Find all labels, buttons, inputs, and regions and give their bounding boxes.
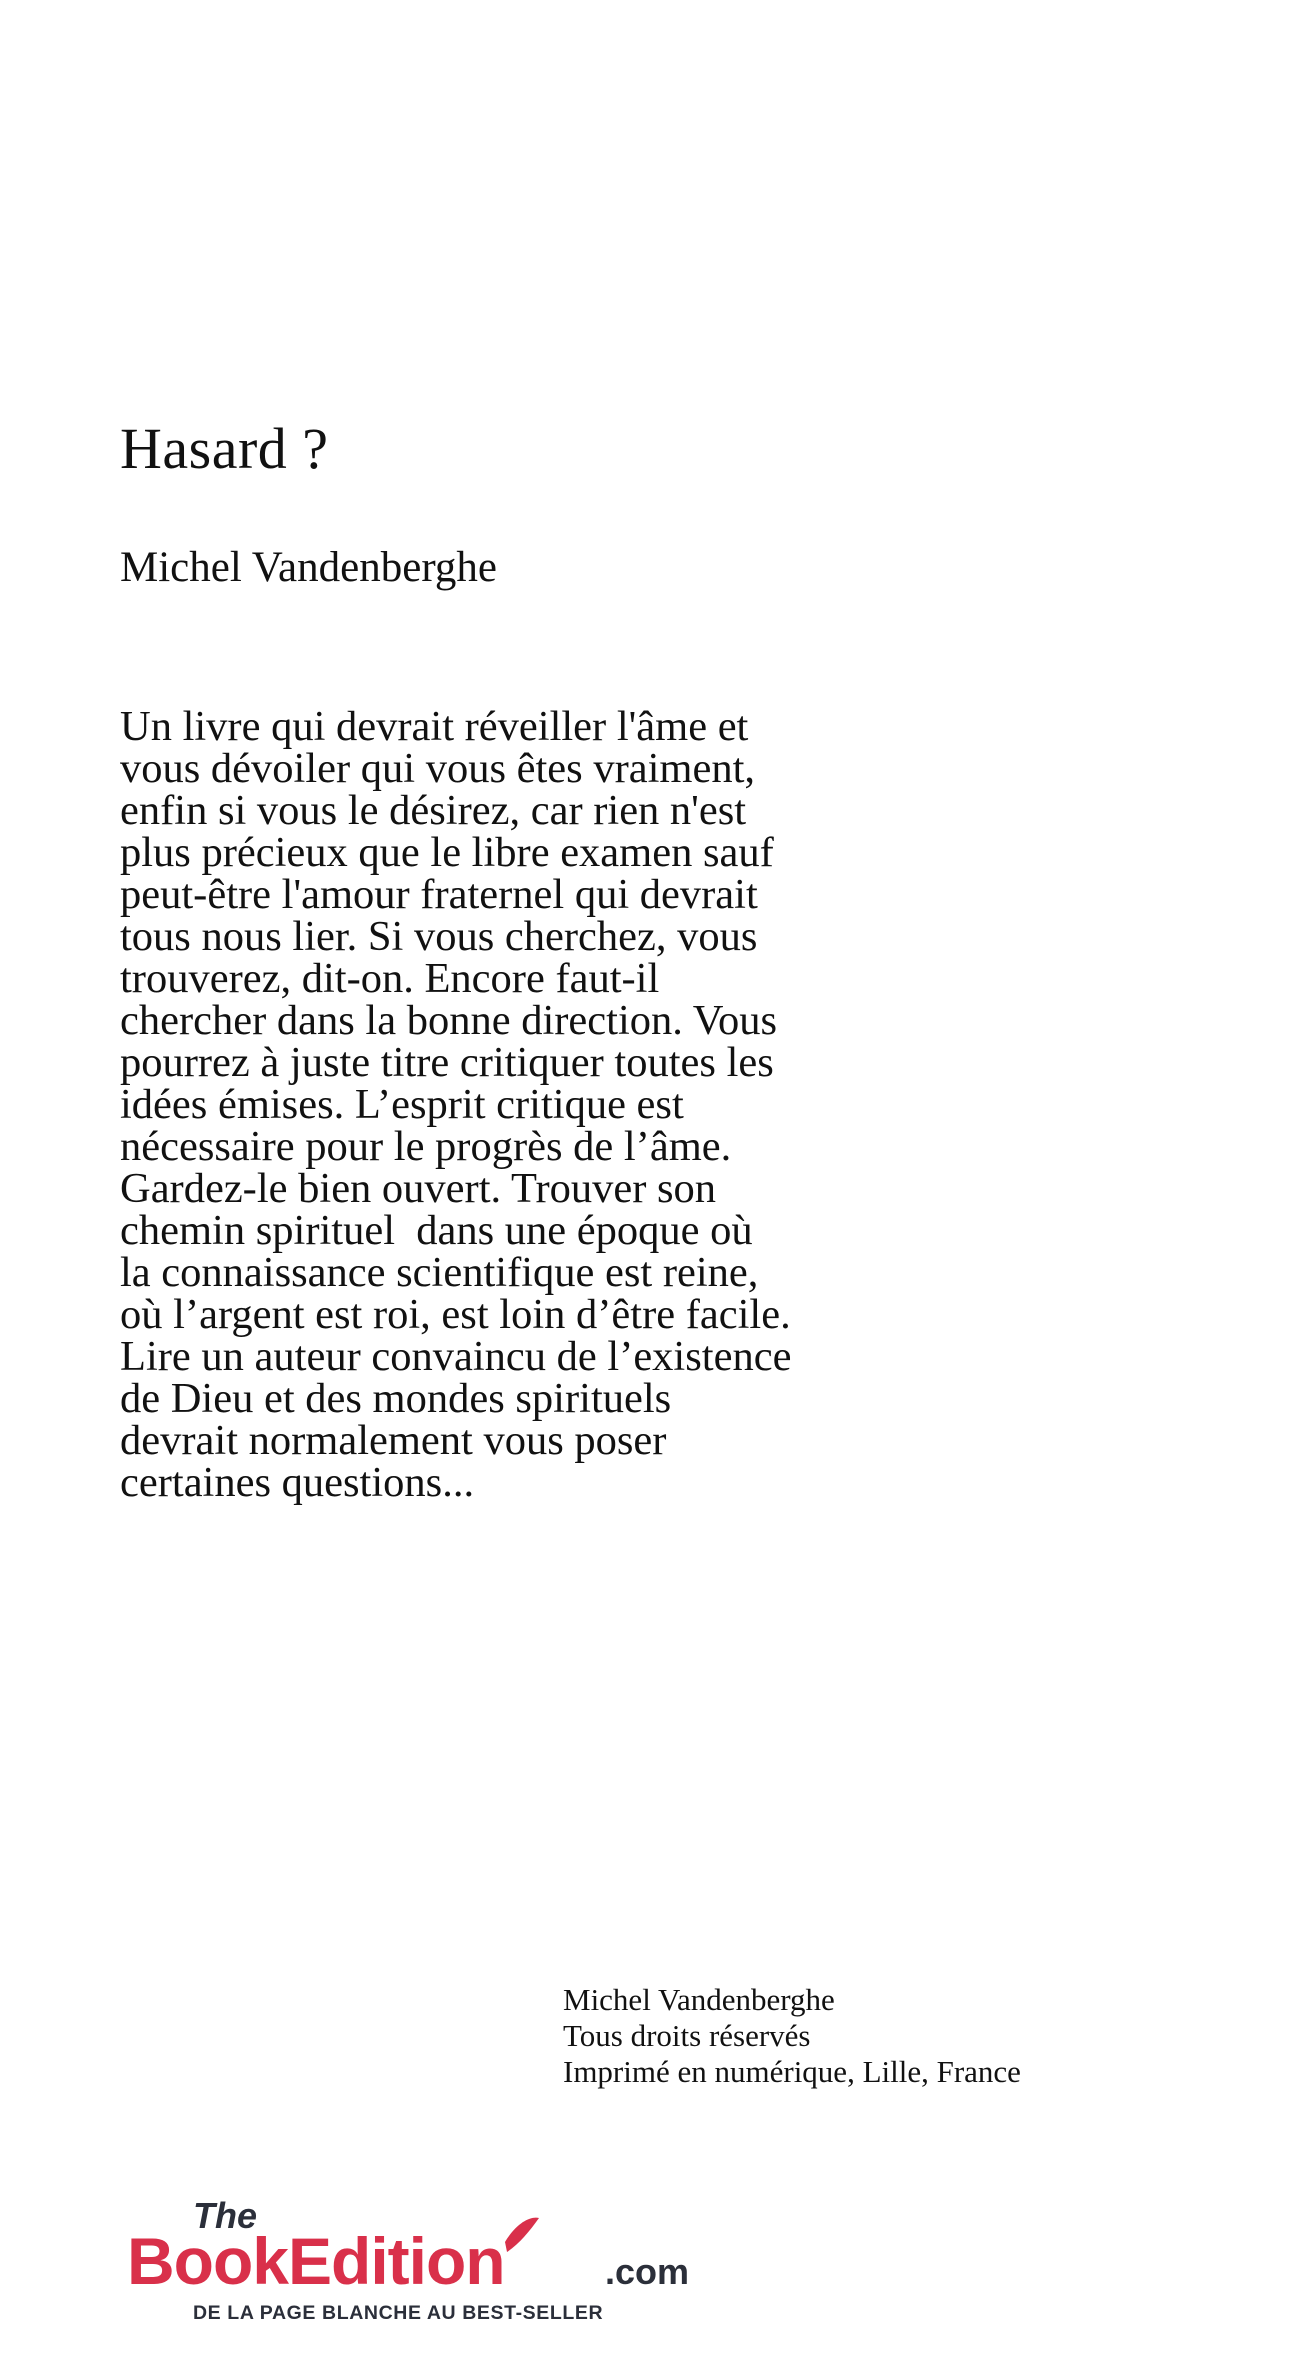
publisher-logo (125, 2188, 725, 2328)
blurb-line: nécessaire pour le progrès de l’âme. (120, 1123, 732, 1170)
blurb-line: Un livre qui devrait réveiller l'âme et (120, 703, 749, 750)
imprint-block (563, 1982, 1021, 2090)
blurb-line: Gardez-le bien ouvert. Trouver son (120, 1165, 717, 1212)
logo-domain-text: .com (605, 2251, 690, 2292)
blurb-line: chemin spirituel dans une époque où (120, 1207, 753, 1254)
blurb-line: vous dévoiler qui vous êtes vraiment, (120, 745, 756, 792)
blurb-line: trouverez, dit-on. Encore faut-il (120, 955, 660, 1002)
logo-the-text: The (193, 2195, 258, 2236)
logo-tagline: DE LA PAGE BLANCHE AU BEST-SELLER (193, 2302, 604, 2324)
blurb-line: devrait normalement vous poser (120, 1417, 667, 1464)
imprint-printed: Imprimé en numérique, Lille, France (563, 2054, 1021, 2089)
blurb-line: où l’argent est roi, est loin d’être facile. (120, 1291, 791, 1338)
blurb-line: chercher dans la bonne direction. Vous (120, 997, 777, 1044)
blurb-line: Lire un auteur convaincu de l’existence (120, 1333, 792, 1380)
blurb-line: certaines questions... (120, 1459, 475, 1506)
imprint-rights: Tous droits réservés (563, 2018, 811, 2053)
blurb-line: tous nous lier. Si vous cherchez, vous (120, 913, 758, 960)
book-author: Michel Vandenberghe (120, 544, 497, 591)
blurb-line: peut-être l'amour fraternel qui devrait (120, 871, 758, 918)
book-title: Hasard ? (120, 416, 329, 481)
blurb-line: enfin si vous le désirez, car rien n'est (120, 787, 747, 834)
logo-bookedition-text: BookEdition (127, 2224, 505, 2298)
blurb-line: pourrez à juste titre critiquer toutes les (120, 1039, 774, 1086)
blurb-line: idées émises. L’esprit critique est (120, 1081, 684, 1128)
blurb-line: la connaissance scientifique est reine, (120, 1249, 759, 1296)
imprint-author: Michel Vandenberghe (563, 1982, 835, 2017)
book-blurb (120, 703, 1000, 1506)
blurb-line: de Dieu et des mondes spirituels (120, 1375, 672, 1422)
blurb-line: plus précieux que le libre examen sauf (120, 829, 774, 876)
quill-icon (505, 2218, 539, 2252)
